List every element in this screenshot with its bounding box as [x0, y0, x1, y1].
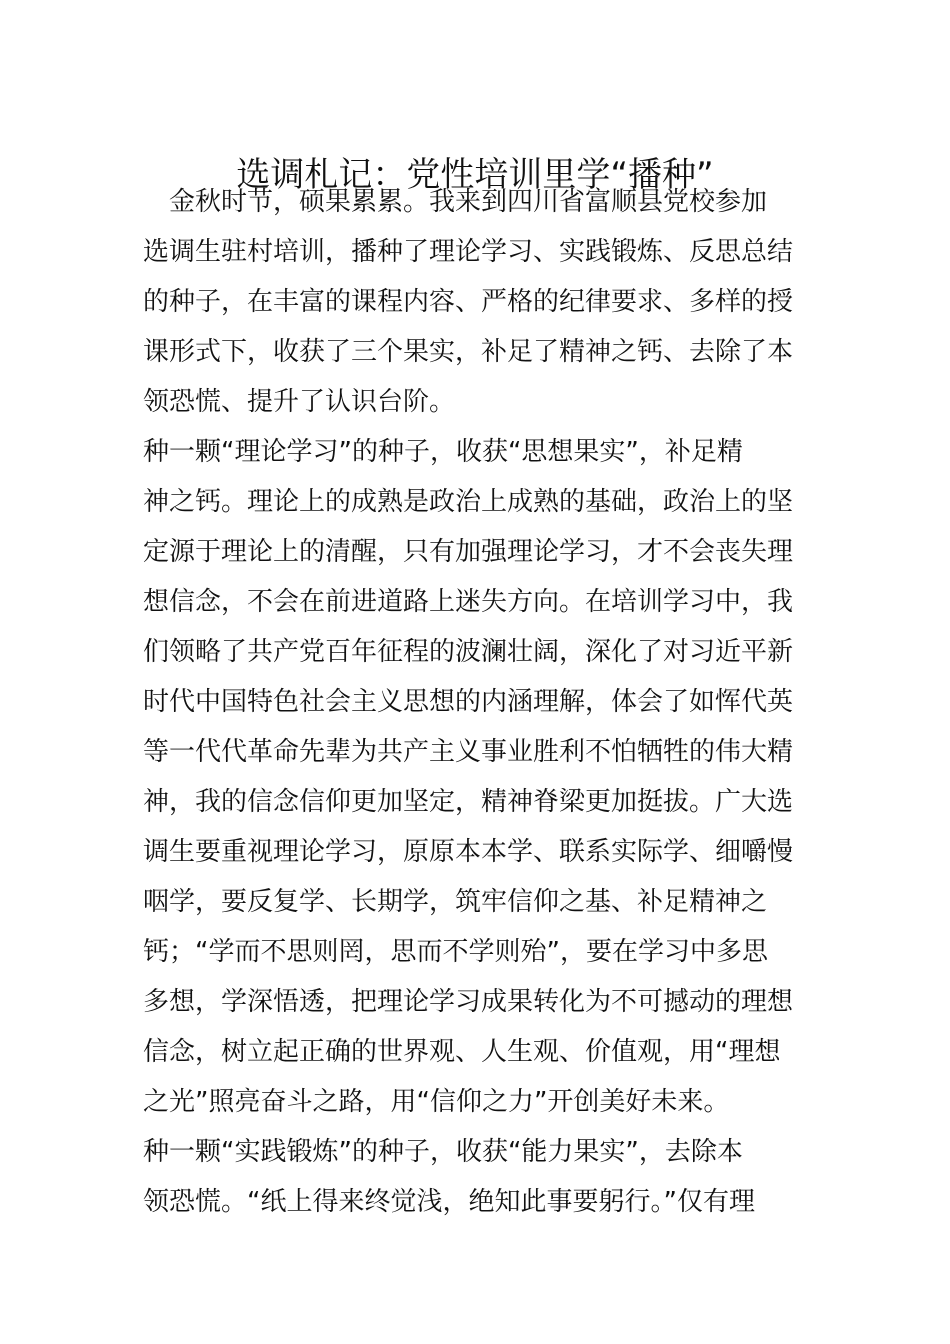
- paragraph-line: 定源于理论上的清醒，只有加强理论学习，才不会丧失理: [143, 537, 794, 567]
- paragraph-line: 调生要重视理论学习，原原本本学、联系实际学、细嚼慢: [143, 837, 794, 867]
- paragraph-line: 钙；“学而不思则罔，思而不学则殆”，要在学习中多思: [143, 937, 768, 967]
- paragraph-line: 之光”照亮奋斗之路，用“信仰之力”开创美好未来。: [143, 1087, 730, 1117]
- paragraph-line: 课形式下，收获了三个果实，补足了精神之钙、去除了本: [143, 337, 794, 367]
- paragraph-line: 多想，学深悟透，把理论学习成果转化为不可撼动的理想: [143, 987, 794, 1017]
- paragraph-line: 信念，树立起正确的世界观、人生观、价值观，用“理想: [143, 1037, 781, 1067]
- document-body: [143, 177, 823, 1227]
- paragraph-line: 金秋时节，硕果累累。我来到四川省富顺县党校参加: [143, 187, 768, 217]
- paragraph-line: 神之钙。理论上的成熟是政治上成熟的基础，政治上的坚: [143, 487, 794, 517]
- paragraph-line: 等一代代革命先辈为共产主义事业胜利不怕牺牲的伟大精: [143, 737, 794, 767]
- document-title: 选调札记：党性培训里学“播种”: [236, 154, 714, 195]
- paragraph-line: 咽学，要反复学、长期学，筑牢信仰之基、补足精神之: [143, 887, 768, 917]
- paragraph-line: 时代中国特色社会主义思想的内涵理解，体会了如恽代英: [143, 687, 794, 717]
- paragraph-line: 们领略了共产党百年征程的波澜壮阔，深化了对习近平新: [143, 637, 794, 667]
- paragraph-line: 的种子，在丰富的课程内容、严格的纪律要求、多样的授: [143, 287, 794, 317]
- paragraph-line: 神，我的信念信仰更加坚定，精神脊梁更加挺拔。广大选: [143, 787, 794, 817]
- paragraph-line: 种一颗“实践锻炼”的种子，收获“能力果实”，去除本: [143, 1137, 743, 1167]
- paragraph-line: 种一颗“理论学习”的种子，收获“思想果实”，补足精: [143, 437, 743, 467]
- paragraph-line: 领恐慌、提升了认识台阶。: [143, 387, 456, 417]
- paragraph-line: 选调生驻村培训，播种了理论学习、实践锻炼、反思总结: [143, 237, 794, 267]
- paragraph-line: 想信念，不会在前进道路上迷失方向。在培训学习中，我: [143, 587, 794, 617]
- paragraph-line: 领恐慌。“纸上得来终觉浅，绝知此事要躬行。”仅有理: [143, 1187, 755, 1217]
